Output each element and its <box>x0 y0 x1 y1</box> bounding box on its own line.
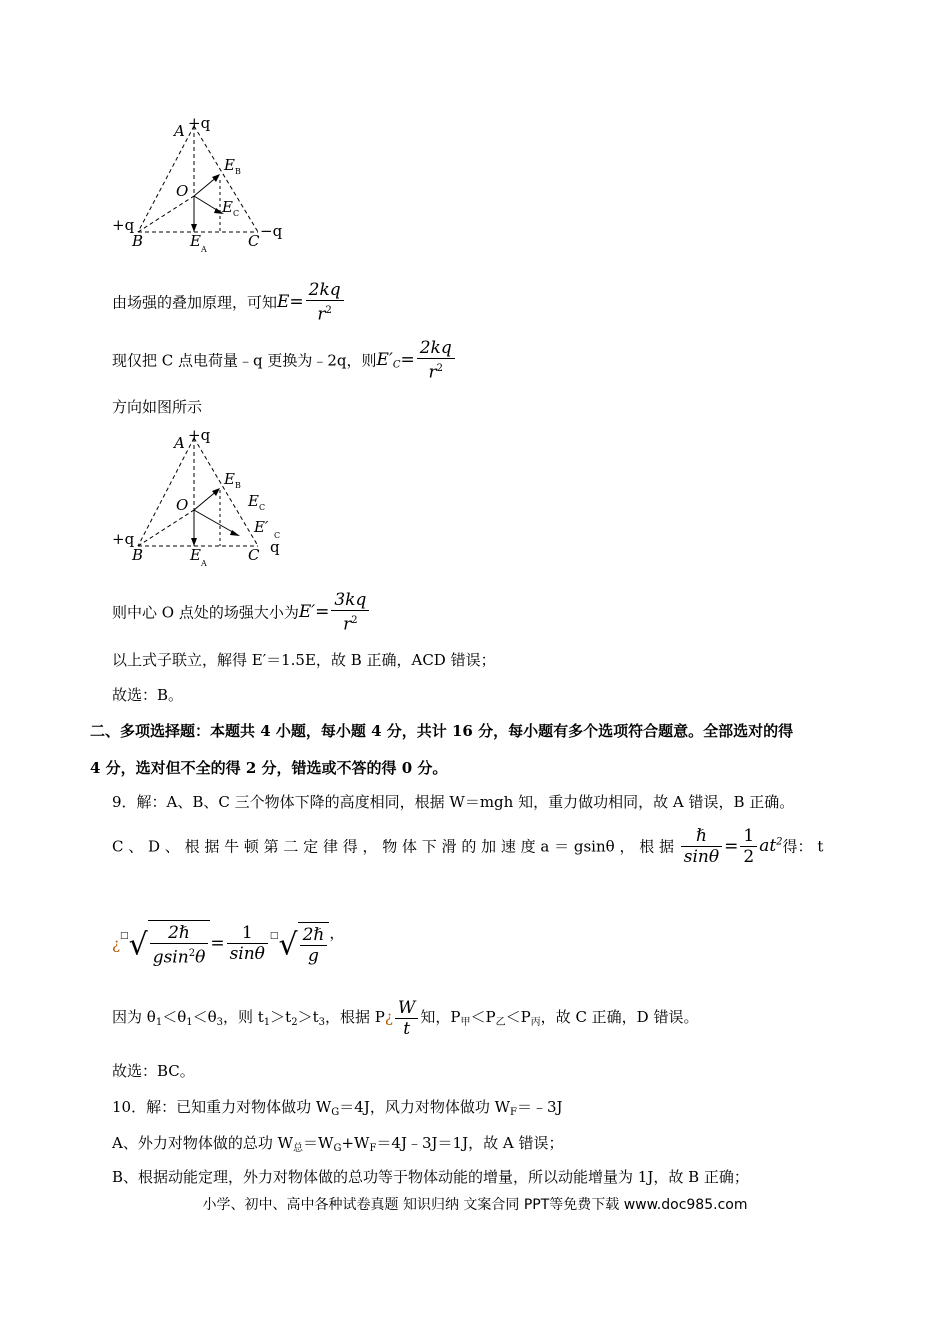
label-plus-q-A-2: +q <box>188 426 211 444</box>
q9-line2: C 、 D 、 根 据 牛 顿 第 二 定 律 得 ， 物 体 下 滑 的 加 速 度 a ＝ gsinθ ， 根 据 $\frac{\text{ℏ}}{\sin\theta}$ = $\frac{1}{2}$ $at^2$得： t <box>112 826 824 867</box>
label-q-C-2: q <box>270 538 280 556</box>
label-C: C <box>248 232 260 250</box>
svg-text:C: C <box>233 209 240 218</box>
label-plus-q-B-2: +q <box>112 530 135 548</box>
paragraph-replace-charge: 现仅把 C 点电荷量﹣q 更换为﹣2q，则$E'_C=$ $\frac{2kq}{r^2}$ <box>112 338 457 383</box>
paragraph-solution: 以上式子联立，解得 E′＝1.5E，故 B 正确，ACD 错误； <box>112 651 496 669</box>
label-EC-2: E <box>248 492 259 510</box>
section-heading-line1: 二、多项选择题：本题共 4 小题，每小题 4 分，共计 16 分，每小题有多个选项符合题意。全部选对的得 <box>90 722 794 740</box>
svg-text:C: C <box>259 503 266 512</box>
fraction-W-t: $\frac{W}{t}$ <box>395 998 418 1039</box>
label-O-2: O <box>176 496 189 514</box>
q10-line3: B、根据动能定理，外力对物体做的总功等于物体动能的增量，所以动能增量为 1J，故 B 正确； <box>112 1168 749 1186</box>
label-EA-2: E <box>190 546 201 564</box>
fraction-3kq-r2: $\frac{3kq}{r^2}$ <box>331 590 369 635</box>
label-plus-q-A: +q <box>188 114 211 132</box>
fraction-1-sin: $\frac{1}{\sin\theta}$ <box>227 923 268 964</box>
label-A-2: A <box>174 434 185 452</box>
fraction-2kq-r2: $\frac{2kq}{r^2}$ <box>306 280 344 325</box>
sqrt-2h-g: √ $\frac{\text{2ℏ}}{g}$ <box>278 922 329 966</box>
q9-line3: ¿□√ $\frac{\text{2ℏ}}{gsin^2\theta}$ = $\frac{1}{\sin\theta}$ □√ $\frac{\text{2ℏ}}{g}$ ， <box>112 920 344 968</box>
footer-banner: 小学、初中、高中各种试卷真题 知识归纳 文案合同 PPT等免费下载 www.doc985.com <box>202 1197 748 1213</box>
svg-text:C: C <box>274 531 281 540</box>
label-EC: E <box>222 198 233 216</box>
label-B: B <box>132 232 144 250</box>
svg-text:A: A <box>201 559 207 568</box>
q10-line2: A、外力对物体做的总功 $W_总=W_G+W_F=4J﹣3J=1J$，故 A 错误； <box>112 1134 564 1154</box>
q9-answer: 故选：BC。 <box>112 1062 195 1080</box>
q9-line4: 因为 $\theta_1<\theta_1<\theta_3$，则 $t_1>t_2>t_3$，根据 P¿ $\frac{W}{t}$ 知，$P_甲<P_乙<P_丙$，故 C 正确，D 错误。 <box>112 998 699 1039</box>
svg-text:A: A <box>201 245 207 254</box>
paragraph-direction: 方向如图所示 <box>112 398 203 416</box>
label-EB-2: E <box>224 470 235 488</box>
label-O: O <box>176 182 189 200</box>
paragraph-superposition: 由场强的叠加原理，可知E= $\frac{2kq}{r^2}$ <box>112 280 346 325</box>
label-C-2: C <box>248 546 260 564</box>
fraction-h-sin: $\frac{\text{ℏ}}{\sin\theta}$ <box>681 826 722 867</box>
fraction-2kq-r2-b: $\frac{2kq}{r^2}$ <box>417 338 455 383</box>
label-B-2: B <box>132 546 144 564</box>
label-minus-q-C: −q <box>260 222 283 240</box>
sqrt-2h-gsin2: √ $\frac{\text{2ℏ}}{gsin^2\theta}$ <box>129 920 211 968</box>
fraction-half: $\frac{1}{2}$ <box>740 826 757 867</box>
label-ECprime-2: E′ <box>254 518 269 536</box>
label-plus-q-B: +q <box>112 216 135 234</box>
paragraph-answer-8: 故选：B。 <box>112 686 184 704</box>
svg-text:B: B <box>235 481 241 490</box>
label-A: A <box>174 122 185 140</box>
section-heading-line2: 4 分，选对但不全的得 2 分，错选或不答的得 0 分。 <box>90 759 448 777</box>
svg-text:B: B <box>235 167 241 176</box>
q10-line1: 10．解：已知重力对物体做功 $W_G=4J$，风力对物体做功 $W_F=﹣3J$ <box>112 1098 563 1118</box>
field-diagram-1 <box>108 112 288 257</box>
field-diagram-2 <box>108 424 288 569</box>
label-EB: E <box>224 156 235 174</box>
paragraph-center-field: 则中心 O 点处的场强大小为E′= $\frac{3kq}{r^2}$ <box>112 590 371 635</box>
q9-line1: 9．解：A、B、C 三个物体下降的高度相同，根据 W＝mgh 知，重力做功相同，故 A 错误，B 正确。 <box>112 793 795 811</box>
label-EA: E <box>190 232 201 250</box>
